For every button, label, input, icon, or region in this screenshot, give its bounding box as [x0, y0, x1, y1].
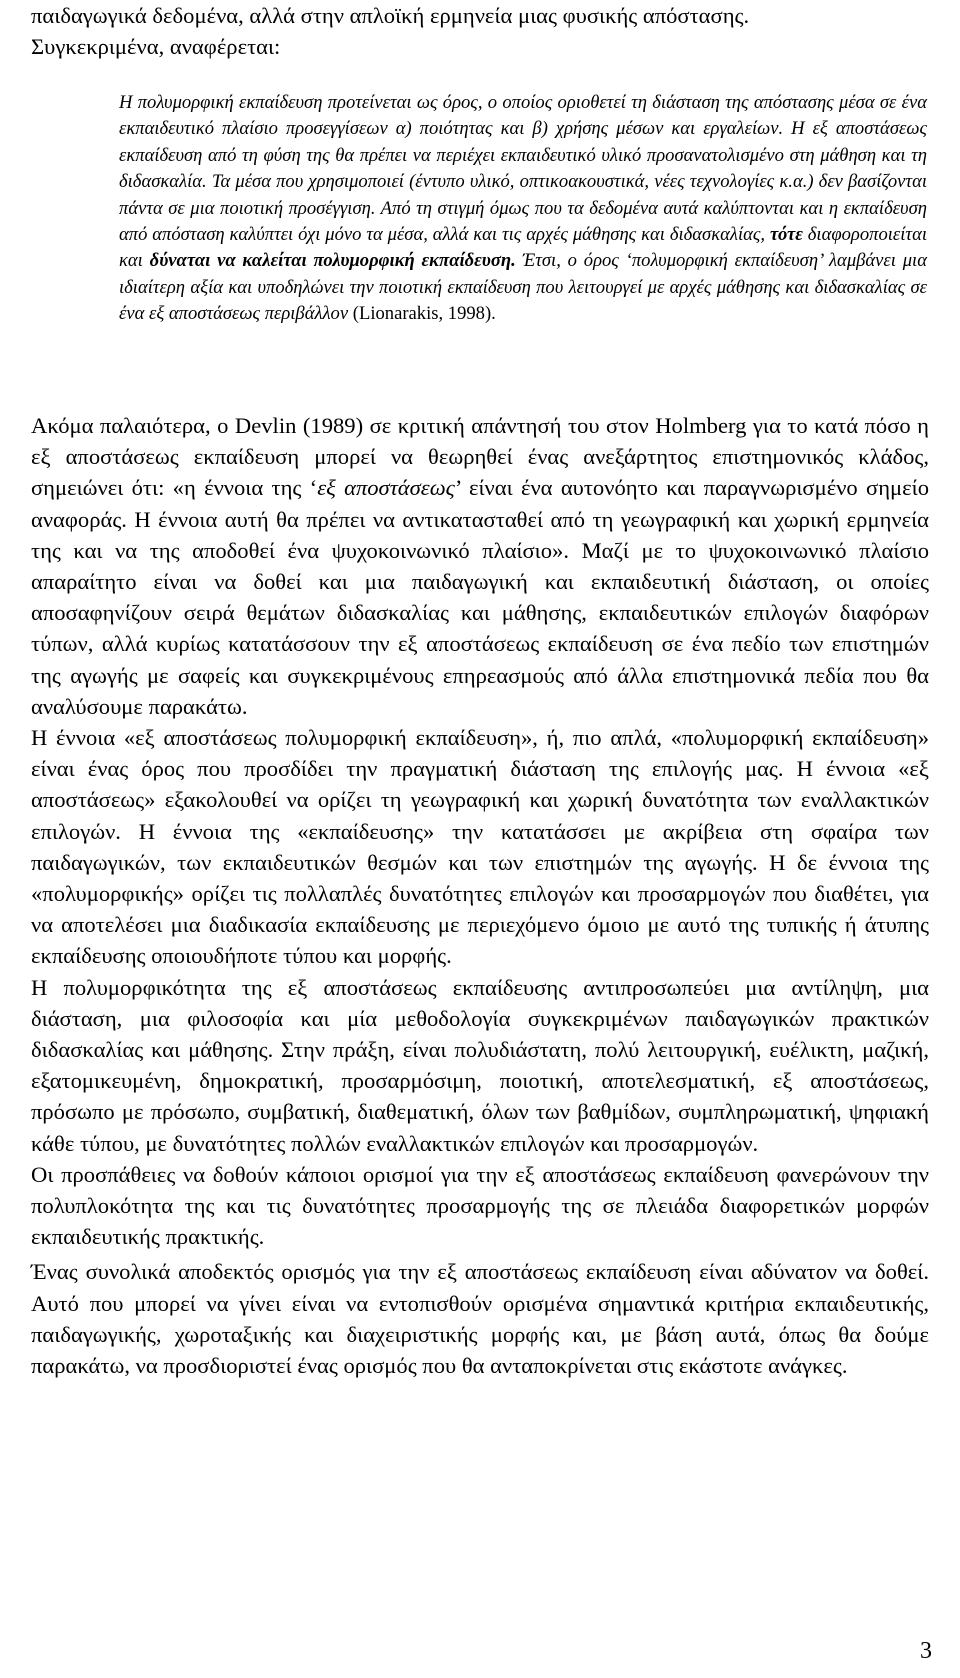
quote-bold-tote: τότε	[769, 224, 803, 246]
paragraph-devlin-emphasis: εξ αποστάσεως	[317, 475, 455, 501]
quote-text-3: Έτσι, ο όρος ‘πολυμορφική εκπαίδευση’ λαμβάνει μια ιδιαίτερη αξία και υποδηλώνει την ποιοτική εκπαίδευση που λειτουργεί με αρχές μάθησης και διδασκαλίας σε ένα εξ αποστάσεως περιβάλλον	[119, 250, 927, 325]
block-quote	[119, 90, 927, 328]
quote-text-1: Η πολυμορφική εκπαίδευση προτείνεται ως όρος, ο οποίος οριοθετεί τη διάσταση της απόστασης μέσα σε ένα εκπαιδευτικό πλαίσιο προσεγγίσεων α) ποιότητας και β) χρήσης μέσων και εργαλείων. Η εξ αποστάσεως εκπαίδευση από τη φύση της θα πρέπει να περιέχει εκπαιδευτικό υλικό προσανατολισμένο στη μάθηση και τη διδασκαλία. Τα μέσα που χρησιμοποιεί (έντυπο υλικό, οπτικοακουστικά, νέες τεχνολογίες κ.α.) δεν βασίζονται πάντα σε μια ποιοτική προσέγγιση. Από τη στιγμή όμως που τα δεδομένα αυτά καλύπτονται και η εκπαίδευση από απόσταση καλύπτει όχι μόνο τα μέσα, αλλά και τις αρχές μάθησης και διδασκαλίας,	[119, 92, 927, 246]
main-text	[31, 410, 929, 1381]
paragraph-devlin-b: ’ είναι ένα αυτονόητο και παραγνωρισμένο σημείο αναφοράς. Η έννοια αυτή θα πρέπει να αντικατασταθεί από τη γεωγραφική και χωρική ερμηνεία της και να της αποδοθεί ένα ψυχοκοινωνικό πλαίσιο». Μαζί με το ψυχοκοινωνικό πλαίσιο απαραίτητο είναι να δοθεί και μια παιδαγωγική και εκπαιδευτική διάσταση, οι οποίες αποσαφηνίζουν σειρά θεμάτων διδασκαλίας και μάθησης, εκπαιδευτικών επιλογών διαφόρων τύπων, αλλά κυρίως κατατάσσουν την εξ αποστάσεως εκπαίδευση σε ένα πεδίο των επιστημών της αγωγής με σαφείς και συγκεκριμένους επηρεασμούς από άλλα επιστημονικά πεδία που θα αναλύσουμε παρακάτω.	[31, 475, 929, 719]
intro-line-2: Συγκεκριμένα, αναφέρεται:	[31, 34, 281, 60]
intro-line-1: παιδαγωγικά δεδομένα, αλλά στην απλοϊκή ερμηνεία μιας φυσικής απόστασης.	[31, 3, 750, 28]
page-number: 3	[920, 1638, 932, 1664]
quote-text-2: διαφοροποιείται και	[119, 224, 928, 272]
paragraph-definitions: Οι προσπάθειες να δοθούν κάποιοι ορισμοί για την εξ αποστάσεως εκπαίδευση φανερώνουν την πολυπλοκότητα της και τις δυνατότητες προσαρμογής της σε πλειάδα διαφορετικών μορφών εκπαιδευτικής πρακτικής.	[31, 1161, 929, 1250]
paragraph-concept: Η έννοια «εξ αποστάσεως πολυμορφική εκπαίδευση», ή, πιο απλά, «πολυμορφική εκπαίδευση» είναι ένας όρος που προσδίδει την πραγματική διάσταση της επιλογής μας. Η έννοια «εξ αποστάσεως» εξακολουθεί να ορίζει τη γεωγραφική και χωρική δυνατότητα των εναλλακτικών επιλογών. Η έννοια της «εκπαίδευσης» την κατατάσσει με ακρίβεια στη σφαίρα των παιδαγωγικών, των εκπαιδευτικών θεσμών και των επιστημών της αγωγής. Η δε έννοια της «πολυμορφικής» ορίζει τις πολλαπλές δυνατότητες επιλογών και προσαρμογών που διαθέτει, για να αποτελέσει μια διαδικασία εκπαίδευσης με περιεχόμενο όμοιο με αυτό της τυπικής ή άτυπης εκπαίδευσης οποιουδήποτε τύπου και μορφής.	[31, 725, 929, 969]
paragraph-devlin-a: Ακόμα παλαιότερα, ο Devlin (1989) σε κριτική απάντησή του στον Holmberg για το κατά πόσο η εξ αποστάσεως εκπαίδευση μπορεί να θεωρηθεί ένας ανεξάρτητος επιστημονικός κλάδος, σημειώνει ότι: «η έννοια της ‘	[31, 413, 929, 501]
paragraph-devlin	[31, 410, 929, 722]
quote-bold-definition: δύναται να καλείται πολυμορφική εκπαίδευση.	[149, 250, 516, 272]
intro-text	[31, 0, 929, 62]
paragraph-criteria: Ένας συνολικά αποδεκτός ορισμός για την εξ αποστάσεως εκπαίδευση είναι αδύνατον να δοθεί. Αυτό που μπορεί να γίνει είναι να εντοπισθούν ορισμένα σημαντικά κριτήρια εκπαιδευτικής, παιδαγωγικής, χωροταξικής και διαχειριστικής μορφής και, με βάση αυτά, όπως θα δούμε παρακάτω, να προσδιοριστεί ένας ορισμός που θα ανταποκρίνεται στις εκάστοτε ανάγκες.	[31, 1259, 929, 1379]
quote-citation: (Lionarakis, 1998).	[352, 303, 496, 325]
paragraph-polymorphism: Η πολυμορφικότητα της εξ αποστάσεως εκπαίδευσης αντιπροσωπεύει μια αντίληψη, μια διάσταση, μια φιλοσοφία και μία μεθοδολογία συγκεκριμένων παιδαγωγικών πρακτικών διδασκαλίας και μάθησης. Στην πράξη, είναι πολυδιάστατη, πολύ λειτουργική, ευέλικτη, μαζική, εξατομικευμένη, δημοκρατική, προσαρμόσιμη, ποιοτική, αποτελεσματική, εξ αποστάσεως, πρόσωπο με πρόσωπο, συμβατική, διαθεματική, όλων των βαθμίδων, συμπληρωματική, ψηφιακή κάθε τύπου, με δυνατότητες πολλών εναλλακτικών επιλογών και προσαρμογών.	[31, 974, 929, 1156]
